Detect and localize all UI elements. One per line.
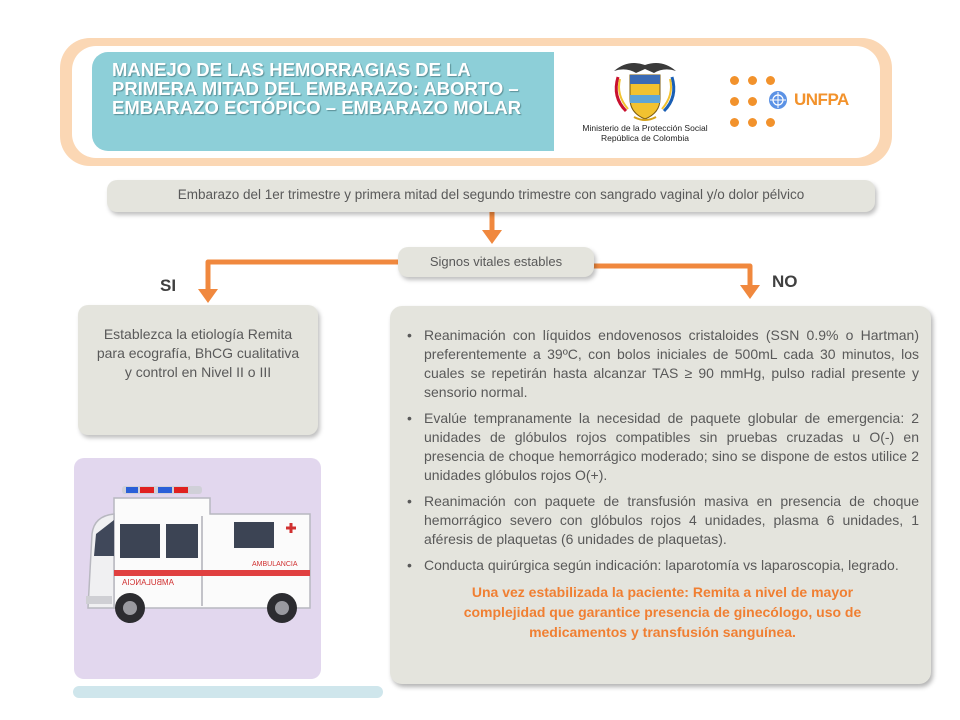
ministry-country: República de Colombia bbox=[601, 133, 689, 143]
decision-node: Signos vitales estables bbox=[398, 247, 594, 277]
no-actions-list bbox=[406, 326, 919, 575]
yes-label: SI bbox=[160, 276, 177, 295]
ministry-name: Ministerio de la Protección Social bbox=[582, 123, 708, 133]
list-item: • Reanimación con paquete de transfusión masiva en presencia de choque hemorrágico severo con glóbulos rojos 4 unidades, plasma 6 unidades, 1 aféresis de plaquetas (6 unidades de plaquetas). bbox=[407, 493, 919, 547]
no-label: NO bbox=[772, 272, 798, 291]
arrowhead-down-icon bbox=[482, 230, 502, 244]
list-item: • Conducta quirúrgica según indicación: laparotomía vs laparoscopia, legrado. bbox=[407, 557, 899, 573]
decorative-strip bbox=[73, 686, 383, 698]
ambulance-image bbox=[74, 458, 321, 679]
list-item: • Evalúe tempranamente la necesidad de paquete globular de emergencia: 2 unidades de glóbulos rojos compatibles sin pruebas cruzadas u O(-) en presencia de choque hemorrágico moderado; sino se dispone de estos utilice 2 unidades glóbulos rojos O(+). bbox=[407, 410, 919, 483]
svg-text:AMBULANCIA: AMBULANCIA bbox=[121, 578, 174, 587]
arrowhead-down-icon bbox=[198, 289, 218, 303]
unfpa-wordmark: UNFPA bbox=[794, 90, 849, 109]
no-action-node bbox=[390, 306, 931, 684]
start-node: Embarazo del 1er trimestre y primera mitad del segundo trimestre con sangrado vaginal y/o dolor pélvico bbox=[107, 180, 875, 212]
yes-action-node: Establezca la etiología Remita para ecografía, BhCG cualitativa y control en Nivel II o III bbox=[78, 305, 318, 435]
referral-note: Una vez estabilizada la paciente: Remita a nivel de mayor complejidad que garantice presencia de ginecólogo, uso de medicamentos y transfusión sanguínea. bbox=[463, 584, 862, 640]
list-item: • Reanimación con líquidos endovenosos cristaloides (SSN 0.9% o Hartman) preferentemente a 39ºC, con bolos iniciales de 500mL cada 30 minutos, los cuales se repetirán hasta alcanzar TAS ≥ 90 mmHg, pulso radial presente y sensorio normal. bbox=[407, 327, 919, 400]
page-title: MANEJO DE LAS HEMORRAGIAS DE LA PRIMERA MITAD DEL EMBARAZO: ABORTO – EMBARAZO ECTÓPICO – EMBARAZO MOLAR bbox=[112, 59, 522, 118]
connector-decision-to-no bbox=[594, 266, 750, 288]
arrowhead-down-icon bbox=[740, 285, 760, 299]
ambulance-icon bbox=[74, 458, 321, 679]
connector-decision-to-si bbox=[208, 262, 398, 292]
svg-text:AMBULANCIA: AMBULANCIA bbox=[252, 561, 298, 568]
